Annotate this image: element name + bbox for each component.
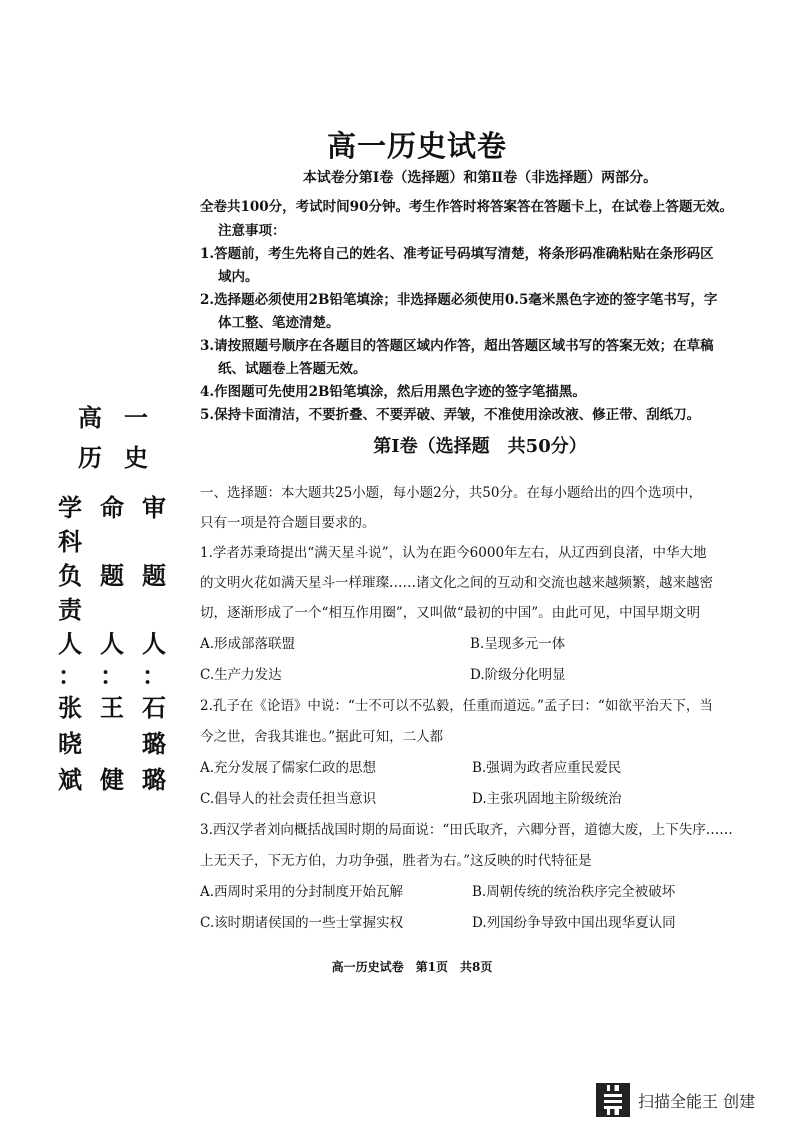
qr-code-icon xyxy=(596,1083,630,1117)
question-text: 的文明火花如满天星斗一样璀璨……诸文化之间的互动和交流也越来越频繁，越来越密 xyxy=(200,575,713,591)
section-title: 第Ⅰ卷（选择题 共50分） xyxy=(373,436,587,457)
sidebar-char: 历 xyxy=(78,443,102,472)
section-instruction: 只有一项是符合题目要求的。 xyxy=(200,515,376,531)
instruction-line: 2.选择题必须使用2B铅笔填涂；非选择题必须使用0.5毫米黑色字迹的签字笔书写，字 xyxy=(200,292,718,308)
notice-label: 注意事项： xyxy=(218,223,286,239)
sidebar-char: 石 xyxy=(142,693,166,722)
sidebar-char: 人 xyxy=(142,629,166,658)
sidebar-char: 责 xyxy=(58,595,82,624)
page-subtitle: 本试卷分第Ⅰ卷（选择题）和第Ⅱ卷（非选择题）两部分。 xyxy=(302,170,658,186)
option-c: C.倡导人的社会责任担当意识 xyxy=(200,791,377,807)
sidebar-char: 命 xyxy=(100,493,124,522)
sidebar-char: 王 xyxy=(100,693,124,722)
instruction-line: 4.作图题可先使用2B铅笔填涂，然后用黑色字迹的签字笔描黑。 xyxy=(200,384,586,400)
instruction-line: 纸、试题卷上答题无效。 xyxy=(218,361,367,377)
option-c: C.该时期诸侯国的一些士掌握实权 xyxy=(200,915,404,931)
page-footer: 高一历史试卷 第1页 共8页 xyxy=(331,960,493,974)
option-a: A.西周时采用的分封制度开始瓦解 xyxy=(200,884,404,900)
sidebar-char: 题 xyxy=(100,561,124,590)
question-text: 2.孔子在《论语》中说：“士不可以不弘毅，任重而道远。”孟子曰：“如欲平治天下，当 xyxy=(200,698,713,714)
instructions-intro: 全卷共100分，考试时间90分钟。考生作答时将答案答在答题卡上，在试卷上答题无效。 xyxy=(200,199,733,215)
instruction-line: 3.请按照题号顺序在各题目的答题区域内作答，超出答题区域书写的答案无效；在草稿 xyxy=(200,338,714,354)
option-b: B.强调为政者应重民爱民 xyxy=(472,760,622,776)
sidebar-char: 高 xyxy=(78,403,102,432)
question-text: 今之世，舍我其谁也。”据此可知，二人都 xyxy=(200,729,444,745)
sidebar-char: 题 xyxy=(142,561,166,590)
sidebar-char: 学 xyxy=(58,493,82,522)
question-text: 切，逐渐形成了一个“相互作用圈”，又叫做“最初的中国”。由此可见，中国早期文明 xyxy=(200,605,701,621)
instruction-line: 体工整、笔迹清楚。 xyxy=(218,315,340,331)
sidebar-char: 健 xyxy=(100,765,124,794)
sidebar-char: 负 xyxy=(58,561,82,590)
option-d: D.阶级分化明显 xyxy=(470,667,566,683)
sidebar-char: 人 xyxy=(100,629,124,658)
scanner-watermark xyxy=(596,1080,755,1120)
section-instruction: 一、选择题：本大题共25小题，每小题2分，共50分。在每小题给出的四个选项中， xyxy=(200,485,702,501)
sidebar-char: 晓 xyxy=(58,729,82,758)
question-text: 3.西汉学者刘向概括战国时期的局面说：“田氏取齐，六卿分晋，道德大废，上下失序…… xyxy=(200,822,733,838)
page-title: 高一历史试卷 xyxy=(326,129,507,163)
sidebar-char: 人 xyxy=(58,629,82,658)
option-d: D.主张巩固地主阶级统治 xyxy=(472,791,622,807)
sidebar-char: ： xyxy=(100,661,124,690)
instruction-line: 域内。 xyxy=(218,269,259,285)
sidebar-char: 璐 xyxy=(142,729,166,758)
option-d: D.列国纷争导致中国出现华夏认同 xyxy=(472,915,676,931)
sidebar-char: 史 xyxy=(124,443,148,472)
option-c: C.生产力发达 xyxy=(200,667,282,683)
option-b: B.呈现多元一体 xyxy=(470,636,566,652)
option-b: B.周朝传统的统治秩序完全被破坏 xyxy=(472,884,676,900)
sidebar-char: 斌 xyxy=(58,765,82,794)
instruction-line: 5.保持卡面清洁，不要折叠、不要弄破、弄皱，不准使用涂改液、修正带、刮纸刀。 xyxy=(200,407,701,423)
question-text: 1.学者苏秉琦提出“满天星斗说”，认为在距今6000年左右，从辽西到良渚，中华大地 xyxy=(200,545,707,561)
sidebar-char: 张 xyxy=(58,693,82,722)
sidebar-char: 审 xyxy=(142,493,166,522)
sidebar-char: 璐 xyxy=(142,765,166,794)
watermark-text: 扫描全能王 创建 xyxy=(638,1091,756,1111)
option-a: A.形成部落联盟 xyxy=(200,636,296,652)
sidebar-char: ： xyxy=(142,661,166,690)
option-a: A.充分发展了儒家仁政的思想 xyxy=(200,760,377,776)
question-text: 上无天子，下无方伯，力功争强，胜者为右。”这反映的时代特征是 xyxy=(200,853,592,869)
sidebar-char: 一 xyxy=(124,403,148,432)
sidebar-char: 科 xyxy=(58,527,82,556)
sidebar-char: ： xyxy=(58,661,82,690)
instruction-line: 1.答题前，考生先将自己的姓名、准考证号码填写清楚，将条形码准确粘贴在条形码区 xyxy=(200,246,714,262)
